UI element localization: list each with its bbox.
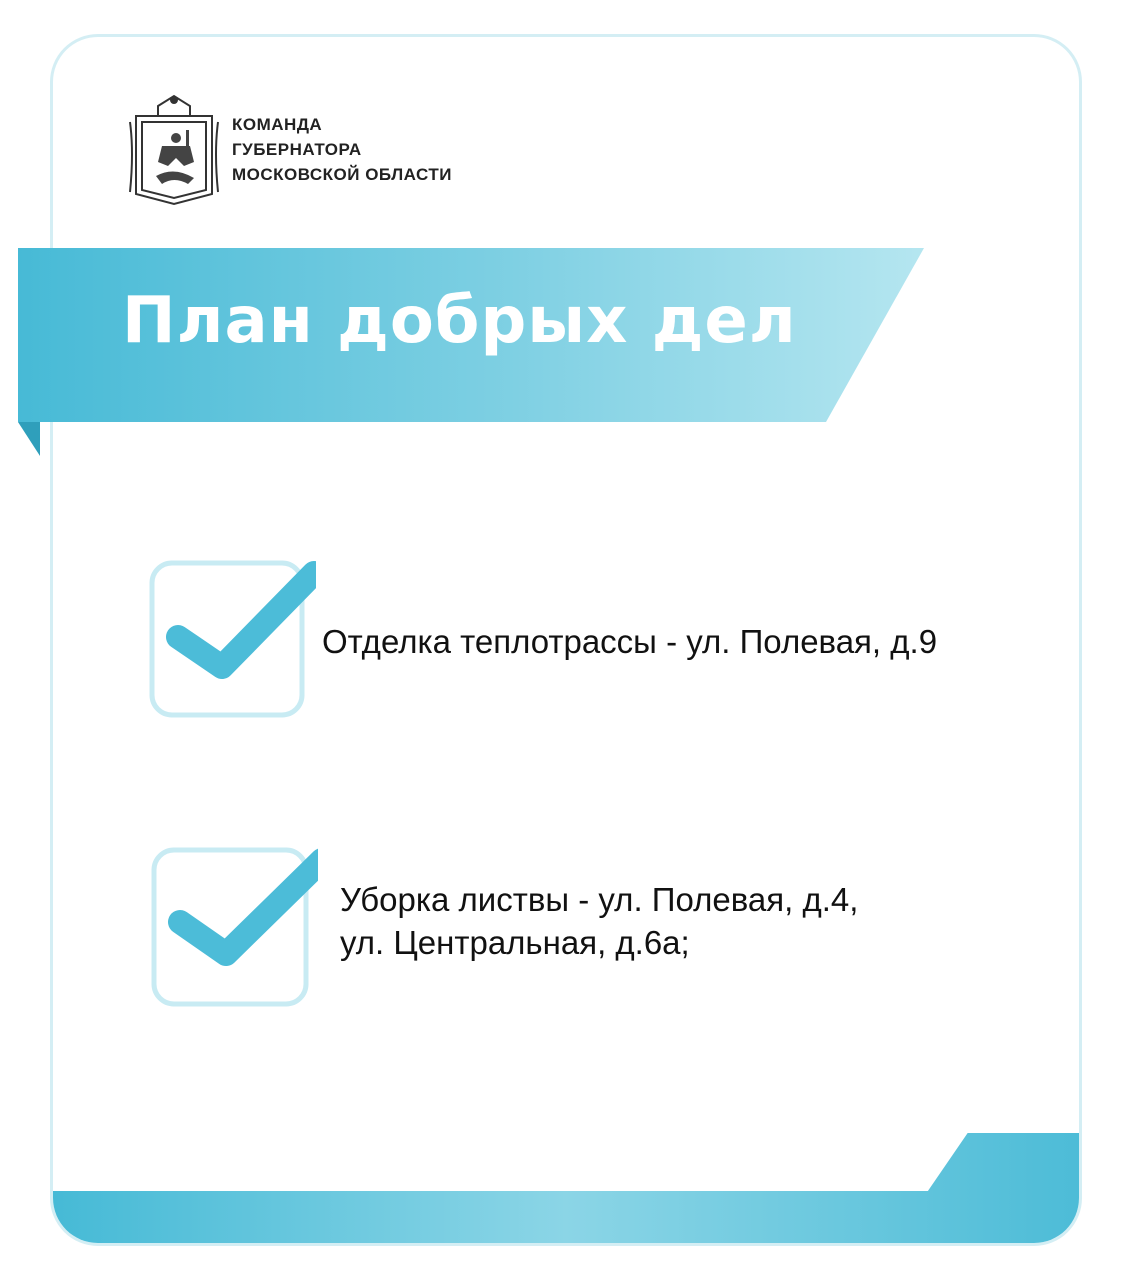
- bottom-band: [53, 1133, 1079, 1243]
- logo-text: [232, 112, 452, 187]
- item-text-line-2: ул. Центральная, д.6а;: [340, 924, 690, 961]
- page-title: План добрых дел: [122, 284, 797, 358]
- logo-line-2: ГУБЕРНАТОРА: [232, 140, 362, 159]
- moscow-oblast-coat-of-arms-icon: [128, 92, 220, 207]
- logo-line-3: МОСКОВСКОЙ ОБЛАСТИ: [232, 165, 452, 184]
- item-text: Отделка теплотрассы - ул. Полевая, д.9: [322, 623, 938, 660]
- logo-line-1: КОМАНДА: [232, 115, 323, 134]
- logo: [128, 92, 452, 207]
- item-text-line-1: Уборка листвы - ул. Полевая, д.4,: [340, 881, 859, 918]
- checkbox-checked-icon: [148, 555, 316, 723]
- checkbox-checked-icon: [150, 842, 318, 1010]
